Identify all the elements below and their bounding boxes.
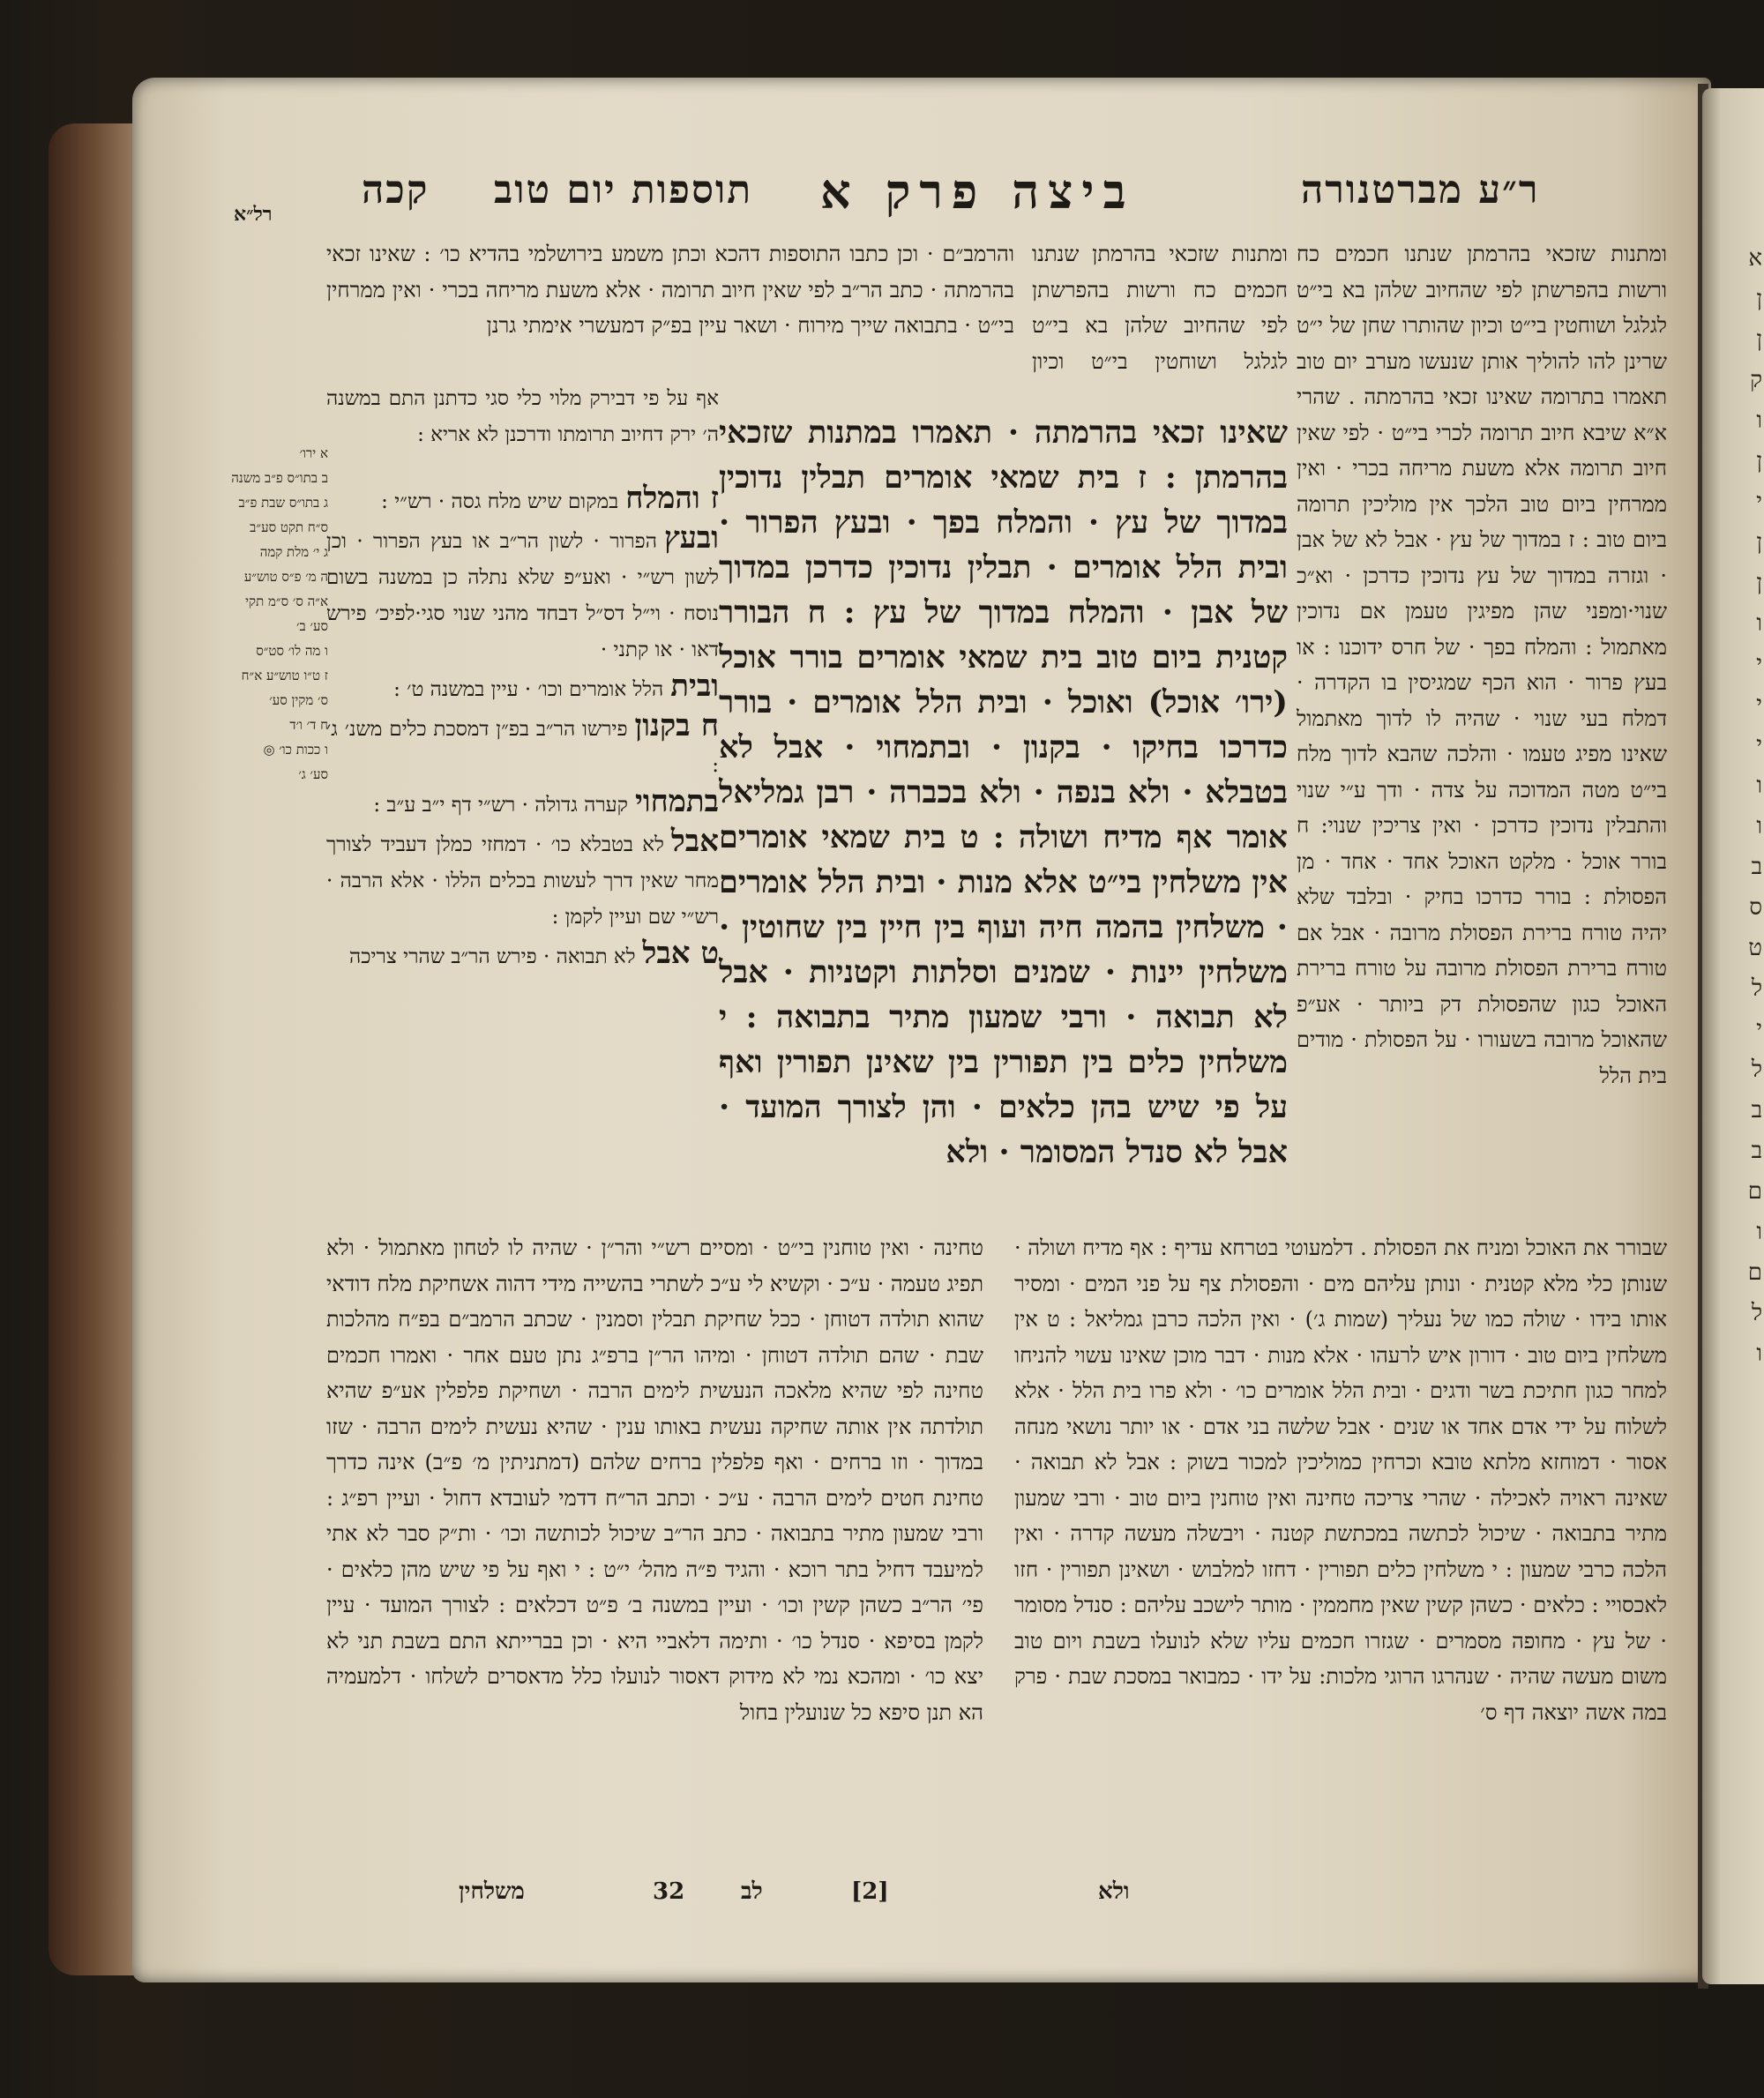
edge-glyph: ו [1756,1219,1762,1245]
margin-note: א״ה ס׳ ס״מ תקי [245,594,328,609]
edge-glyph: ל [1751,1056,1762,1083]
margin-note: ס׳ מקין סע׳ [269,692,328,708]
tosafot-lemma: ט אבל [642,936,719,971]
margin-note: ז ט״ו טוש״ע א״ח [241,668,328,683]
edge-glyph: ק [1750,367,1762,393]
edge-glyph: ב [1751,1138,1762,1164]
header-left-title: תוספות יום טוב [494,168,753,213]
margin-note: סע׳ ג׳ [298,766,328,782]
tosafot-commentary-top: והרמב״ם · וכן כתבו התוספות דהכא וכתן משמע בירושלמי בהדיא כו׳ : שאינו זכאי בהרמתה · כתב הר״ב לפי שאין חיוב תרומה · אלא משעת מריחה בכרי · ואין ממרחין בי״ט · בתבואה שייך מירוח · ושאר עיין בפ״ק דמעשרי אימתי גרנן [326,242,1014,338]
mishnah-text: שאינו זכאי בהרמתה · תאמרו במתנות שזכאי בהרמתן : ז בית שמאי אומרים תבלין נדוכין במדוך של עץ · והמלח בפך · ובעץ הפרור · ובית הלל אומרים · תבלין נדוכין כדרכן במדוך של אבן · והמלח במדוך של עץ : ח הבורר קטנית ביום טוב בית שמאי אומרים בורר אוכל (ירו׳ אוכל) ואוכל · ובית הלל אומרים · בורר כדרכו בחיקו · בקנון · ובתמחוי · אבל לא בטבלא · ולא בנפה · ולא בכברה · רבן גמליאל אומר אף מדיח ושולה : ט בית שמאי אומרים אין משלחין בי״ט אלא מנות · ובית הלל אומרים · משלחין בהמה חיה ועוף בין חיין בין שחוטין · משלחין יינות · שמנים וסלתות וקטניות · אבל לא תבואה · ורבי שמעון מתיר בתבואה : י משלחין כלים בין תפורין בין שאינן תפורין ואף על פי שיש בהן כלאים · והן לצורך המועד · אבל לא סנדל המסומר · ולא [719,414,1288,1170]
edge-glyph: י [1756,691,1762,718]
header-folio-mark: רל״א [234,203,273,226]
footer-signature-number: 32 [653,1878,685,1905]
tosafot-commentary-intro: אף על פי דבירק מלוי כלי סגי כדתנן התם במשנה ה׳ ירק דחיוב תרומתו ודרכנן לא אריא : [326,387,719,446]
margin-references [205,441,328,787]
bartenura-commentary-lower: שבורר את האוכל ומניח את הפסולת . דלמעוטי בטרחא עדיף : אף מדיח ושולה · שנותן כלי מלא קטנית · ונותן עליהם מים · והפסולת צף על פני המים · ומסיר אותו בידו · שולה כמו של נעליך (שמות ג׳) · ואין הלכה כרבן גמליאל : ט אין משלחין ביום טוב · דורון איש לרעהו · אלא מנות · דבר מוכן שאינו עשוי להניחו למחר כגון חתיכת בשר ודגים · ובית הלל אומרים כו׳ · ולא פרו בית הלל · אלא לשלוח על ידי אדם אחד או שנים · אבל שלשה בני אדם · או יותר נושאי מנחה אסור · דמוחזא מלתא טובא וכרחין כמוליכין למכור בשוק : אבל לא תבואה · שאינה ראויה לאכילה · שהרי צריכה טחינה ואין טוחנין ביום טוב · ורבי שמעון מתיר בתבואה · שיכול לכתשה במכתשת קטנה · ויבשלה מעשה קדרה · ואין הלכה כרבי שמעון : י משלחין כלים תפורין · דחזו למלבוש · ושאינן תפורין · חזו לאכסויי : כלאים · כשהן קשין שאין מחממין · מותר לישכב עליהם : סנדל מסומר · של עץ · מחופה מסמרים · שגזרו חכמים עליו שלא לנועלו בשבת ויום טוב משום מעשה שהיה · שנהרגו הרוגי מלכות: על ידו · כמבואר במסכת שבת · פרק במה אשה יוצאה דף ס׳ [1014,1236,1667,1725]
edge-glyph: ן [1756,529,1762,556]
margin-note: ו ככות כו׳ ◎ [263,742,328,758]
edge-glyph: ס [1749,894,1762,921]
tosafot-lemma: אבל [670,824,719,859]
margin-note: סע׳ ב׳ [296,618,328,634]
tosafot-entry-text: הלל אומרים וכו׳ · עיין במשנה ט׳ : [393,678,664,701]
tosafot-entry-text: לא תבואה · פירש הר״ב שהרי צריכה [349,945,636,968]
footer-signature-bracket: [2] [851,1878,889,1905]
bartenura-commentary-top-band: ומתנות שזכאי בהרמתן שנתנו חכמים כח ורשות בהפרשתן לפי שהחיוב שלהן בא בי״ט לגלגל ושוחטין בי״ט וכיון [1032,242,1288,374]
header-folio: קכה [362,168,430,213]
edge-glyph: ן [1756,448,1762,474]
tosafot-entry-text: במקום שיש מלח גסה · רש״י : [381,490,619,513]
tosafot-entry [326,824,719,936]
tosafot-entry [326,520,719,668]
margin-note: ה מ׳ פ״ס טוש״ע [243,569,328,585]
edge-glyph: י [1756,1016,1762,1042]
edge-glyph: ו [1756,773,1762,799]
edge-glyph: ו [1756,813,1762,840]
margin-note: א ירו׳ [299,445,328,461]
bartenura-commentary-upper: ומתנות שזכאי בהרמתן שנתנו חכמים כח ורשות בהפרשתן לפי שהחיוב שלהן בא בי״ט לגלגל ושוחטין בי״ט וכיון שהותרו שחן של י״ט שרינן להו להוליך אותן שנעשו מערב יום טוב תאמרו בתרומה שאינו זכאי בהרמתה . שהרי א״א שיבא חיוב תרומה לכרי בי״ט · לפי שאין חיוב תרומה אלא משעת מריחה בכרי · ואין ממרחין ביום טוב הלכך אין מוליכין תרומה ביום טוב : ז במדוך של עץ · אבל לא של אבן · וגזרה במדוך של עץ נדוכין כדרכן · וא״כ שנוי·ומפני שהן מפיגין טעמן אם נדוכין מאתמול : והמלח בפך · של חרס ידוכנו : או בעץ פרור · הוא הכף שמגיסין בו הקדרה · דמלח בעי שנוי · שהיה לו לדוך מאתמול שאינו מפיג טעמו · והלכה שהבא לדוך מלח בי״ט מטה המדוכה על צדה · ודך ע״י שנוי והתבלין נדוכין כדרכן · ואין צריכין שנוי: ח בורר אוכל · מלקט האוכל אחד · אחד · מן הפסולת : בורר כדרכו בחיק · ובלבד שלא יהיה טורח ברירת הפסולת מרובה · אבל אם טורח ברירת הפסולת מרובה על טורח ברירת האוכל כגון שהפסולת דק ביותר · אע״פ שהאוכל מרובה בשעורו · על הפסולת · מודים בית הלל [1297,242,1667,1088]
edge-glyph: י [1756,732,1762,758]
margin-note: ב בתו״ס פ״ב משנה [231,470,328,486]
edge-glyph: י [1756,651,1762,677]
header-center-title: ביצה פרק א [820,163,1135,220]
tosafot-entry [326,668,719,708]
edge-glyph: י [1756,489,1762,515]
tosafot-entry [326,708,719,784]
margin-note: ג י׳ מלת קמה [259,544,328,560]
tosafot-lemma: ובית [670,668,719,704]
footer-signature-hebrew: לב [741,1878,763,1905]
edge-glyph: ם [1747,1259,1762,1286]
bartenura-catchword: ולא [1098,1878,1130,1905]
edge-glyph: ו [1756,610,1762,637]
edge-glyph: ב [1751,1097,1762,1124]
tosafot-entry [326,784,719,824]
edge-glyph: ן [1756,326,1762,353]
tosafot-lemma: ז והמלח [625,481,719,516]
margin-note: ח ד׳ ו׳ד [289,717,328,733]
tosafot-commentary-bottom: טחינה · ואין טוחנין בי״ט · ומסיים רש״י והר״ן · שהיה לו לטחון מאתמול · ולא תפיג טעמה · ע״כ · וקשיא לי ע״כ לשתרי בהשייה מידי דהוה אשחיקת מלח דודאי שהוא תולדה דטוחן · ככל שחיקת תבלין וסמנין · שכתב הרמב״ם בפ״ח מהלכות שבת · שהם תולדה דטוחן · ומיהו הר״ן ברפ״ג נתן טעם אחר · ואמרו חכמים טחינה לפי שהיא מלאכה הנעשית לימים הרבה · ושחיקת פלפלין אע״פ שהיא תולדתה אין אותה שחיקה נעשית באותו ענין · שהיא נעשית לימים הרבה · שזו במדוך · וזו ברחים · ואף פלפלין ברחים שלהם (דמתניתין מ׳ פ״ב) אינה כדרך טחינת חטים לימים הרבה · ע״כ · וכתב הר״ח דדמי לעובדא דחול · ועיין רפ״ג : ורבי שמעון מתיר בתבואה · כתב הר״ב שיכול לכותשה וכו׳ · ות״ק סבר לא אתי למיעבד דחיל בתר רוכא · והגיד פ״ה מהל׳ י״ט : י ואף על פי שיש מהן כלאים · פי׳ הר״ב כשהן קשין וכו׳ · ועיין במשנה ב׳ פ״ט דכלאים : לצורך המועד · עיין לקמן בסיפא · סנדל כו׳ · ותימה דלאביי היא · וכן בברייתא התם בשבת תני לא יצא כו׳ · ומהכא נמי לא מידוק דאסור לנועלו כלל מדאסרים לשלחו · דלמעמיה הא תנן סיפא כל שנועלין בחול [326,1236,983,1725]
margin-note: ו מה לו׳ סט״ס [256,643,328,659]
edge-glyph: ו [1756,1340,1762,1367]
edge-glyph: ט [1748,935,1762,961]
edge-glyph: ב [1751,854,1762,880]
tosafot-entry-text: קערה גדולה · רש״י דף י״ב ע״ב : [373,794,628,817]
margin-note: ס״ח תקט סע״ב [250,519,328,535]
edge-glyph: ן [1756,286,1762,312]
tosafot-entry-text: לא בטבלא כו׳ · דמחזי כמלן דעביד לצורך מחר שאין דרך לעשות בכלים הללו · אלא הרבה · רש״י שם ועיין לקמן : [326,833,719,929]
edge-glyph: ו [1756,407,1762,434]
header-right-title: ר״ע מברטנורה [1301,168,1540,213]
tosafot-entry [326,936,719,975]
bartenura-commentary-lower-wrap [1014,1230,1667,1896]
tosafot-lemma: ובעץ [663,520,719,556]
facing-page-text-edge [1730,238,1762,1914]
tosafot-commentary-column [326,481,719,1204]
tosafot-lemma: ח בקנון [634,708,719,743]
edge-glyph: ל [1751,975,1762,1002]
tosafot-entry [326,481,719,520]
footer-catchword: משלחין [459,1878,525,1905]
edge-glyph: ל [1751,1300,1762,1326]
tosafot-lemma: בתמחוי [634,784,719,819]
tosafot-entry-text: הפרור · לשון הר״ב או בעץ הפרור · וכן לשון רש״י · ואע״פ שלא נתלה כן במשנה בשום נוסח · וי״ל דס״ל דבחד מהני שנוי סגי·לפיכ׳ פירש דאו · או קתני · [326,530,719,661]
margin-note: ג בתו״ס שבת פ״ב [238,495,328,511]
tosafot-entry-text: פירשו הר״ב בפ״ן דמסכת כלים משנ׳ ג׳ : [326,718,719,777]
edge-glyph: ן [1756,570,1762,596]
edge-glyph: א [1748,245,1762,272]
edge-glyph: ם [1747,1178,1762,1205]
